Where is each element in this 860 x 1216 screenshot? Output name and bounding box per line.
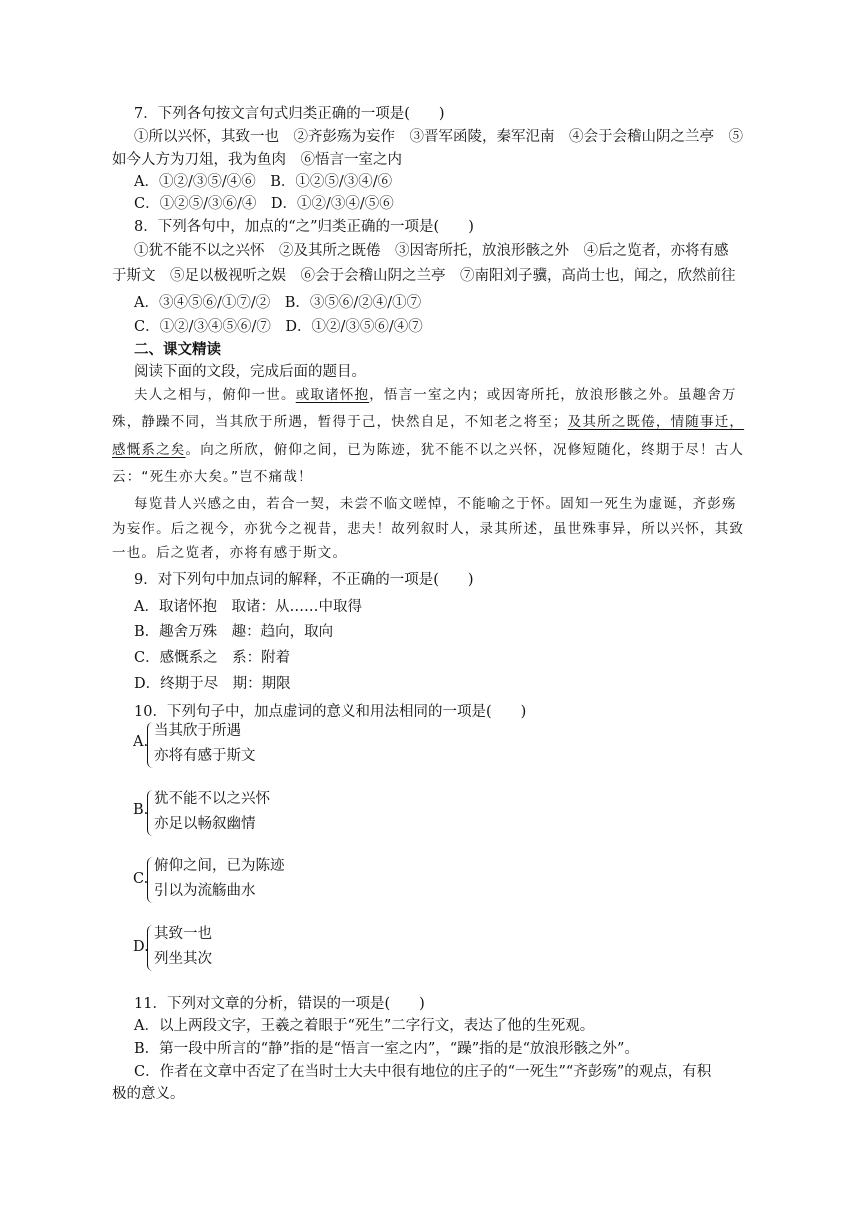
q11-option-b: B．第一段中所言的“静”指的是“悟言一室之内”，“躁”指的是“放浪形骸之外”。	[134, 1041, 639, 1057]
passage-p2-line1: 每览昔人兴感之由，若合一契，未尝不临文嗟悼，不能喻之于怀。固知一死生为虚诞，齐彭殇	[134, 496, 737, 512]
q9-option-c: C．感慨系之 系：附着	[134, 650, 291, 666]
section-title: 二、课文精读	[134, 341, 221, 358]
q10-sentence-1: 俯仰之间，已为陈迹	[154, 858, 285, 874]
passage-p1-line1: 夫人之相与，俯仰一世。或取诸怀抱，悟言一室之内；或因寄所托，放浪形骸之外。虽趣舍万	[134, 387, 737, 403]
q11-option-c-line2: 极的意义。	[112, 1086, 185, 1102]
passage-p2-line2: 为妄作。后之视今，亦犹今之视昔，悲夫！故列叙时人，录其所述，虽世殊事异，所以兴怀，其致	[112, 521, 745, 537]
q10-sentence-1: 犹不能不以之兴怀	[154, 791, 270, 807]
q11-option-a: A．以上两段文字，王羲之着眼于“死生”二字行文，表达了他的生死观。	[134, 1018, 595, 1034]
q8-items-line1: ①犹不能不以之兴怀 ②及其所之既倦 ③因寄所托，放浪形骸之外 ④后之览者，亦将有感	[134, 243, 729, 259]
q10-stem: 10．下列句子中，加点虚词的意义和用法相同的一项是( )	[134, 704, 527, 720]
q10-sentence-2: 列坐其次	[154, 951, 212, 967]
q7-items-line2: 如今人方为刀俎，我为鱼肉 ⑥悟言一室之内	[112, 152, 402, 168]
q7-stem: 7．下列各句按文言句式归类正确的一项是( )	[134, 106, 445, 122]
q10-sentence-1: 当其欣于所遇	[154, 723, 241, 739]
q8-options-ab: A．③④⑤⑥/①⑦/② B．③⑤⑥/②④/①⑦	[134, 295, 422, 311]
q10-option-letter: A.	[133, 734, 149, 750]
q11-stem: 11．下列对文章的分析，错误的一项是( )	[134, 996, 425, 1012]
q10-option-letter: C.	[133, 871, 149, 887]
passage-p2-line3: 一也。后之览者，亦将有感于斯文。	[112, 545, 348, 561]
passage-p1-line3: 感慨系之矣。向之所欣，俯仰之间，已为陈迹，犹不能不以之兴怀，况修短随化，终期于尽！古人	[112, 442, 745, 458]
passage-p1-line2: 殊，静躁不同，当其欣于所遇，暂得于己，快然自足，不知老之将至；及其所之既倦，情随事迁，	[112, 414, 745, 430]
q7-options-cd: C．①②⑤/③⑥/④ D．①②/③④/⑤⑥	[134, 196, 394, 212]
q10-option-letter: D.	[133, 939, 149, 955]
section-instruction: 阅读下面的文段，完成后面的题目。	[134, 364, 366, 380]
q7-items-line1: ①所以兴怀，其致一也 ②齐彭殇为妄作 ③晋军函陵，秦军氾南 ④会于会稽山阴之兰亭 ⑤	[134, 129, 743, 145]
q10-sentence-2: 亦足以畅叙幽情	[154, 816, 256, 832]
q8-options-cd: C．①②/③④⑤⑥/⑦ D．①②/③⑤⑥/④⑦	[134, 319, 423, 335]
q8-stem: 8．下列各句中，加点的“之”归类正确的一项是( )	[134, 219, 474, 235]
q9-option-b: B．趣舍万殊 趣：趋向，取向	[134, 624, 334, 640]
passage-p1-line4: 云：“死生亦大矣。”岂不痛哉！	[112, 469, 313, 485]
q9-option-d: D．终期于尽 期：期限	[134, 676, 291, 692]
q11-option-c-line1: C．作者在文章中否定了在当时士大夫中很有地位的庄子的“一死生”“齐彭殇”的观点，有积	[134, 1064, 712, 1080]
q10-sentence-2: 亦将有感于斯文	[154, 748, 256, 764]
q10-sentence-2: 引以为流觞曲水	[154, 883, 256, 899]
q10-option-letter: B.	[133, 802, 149, 818]
q10-sentence-1: 其致一也	[154, 926, 212, 942]
q9-stem: 9．对下列句中加点词的解释，不正确的一项是( )	[134, 572, 474, 588]
q8-items-line2: 于斯文 ⑤足以极视听之娱 ⑥会于会稽山阴之兰亭 ⑦南阳刘子骥，高尚士也，闻之，欣然前往	[112, 268, 736, 284]
q7-options-ab: A．①②/③⑤/④⑥ B．①②⑤/③④/⑥	[134, 174, 393, 190]
q9-option-a: A．取诸怀抱 取诸：从……中取得	[134, 599, 362, 615]
